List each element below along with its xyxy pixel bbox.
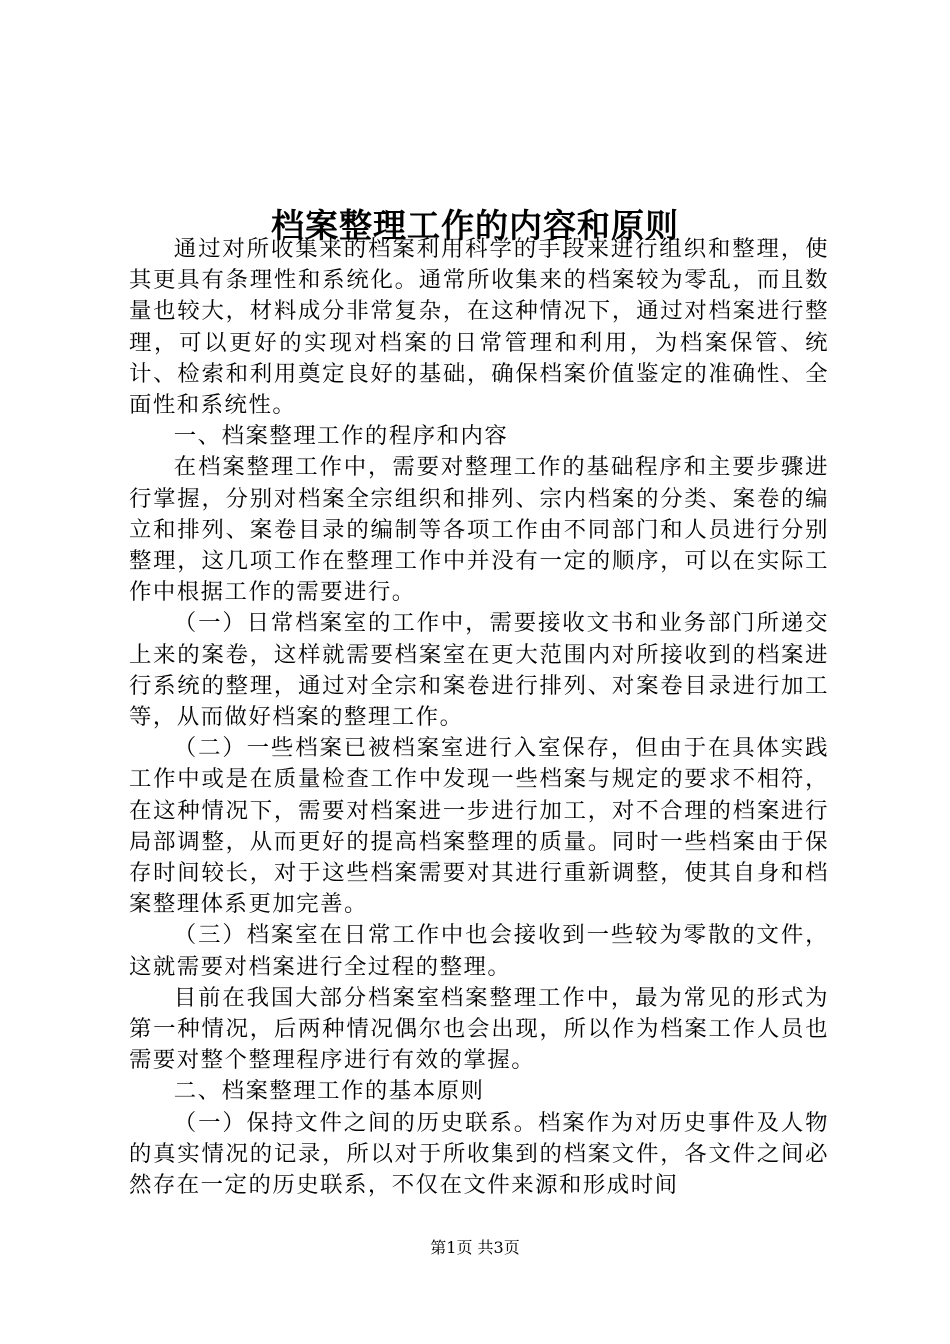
document-body (129, 234, 829, 1201)
page-number: 第1页 共3页 (430, 1238, 520, 1257)
paragraph-item-1: （一）日常档案室的工作中，需要接收文书和业务部门所递交上来的案卷，这样就需要档案室在更大范围内对所接收到的档案进行系统的整理，通过对全宗和案卷进行排列、对案卷目录进行加工等，从而做好档案的整理工作。 (129, 610, 829, 731)
paragraph-procedure: 在档案整理工作中，需要对整理工作的基础程序和主要步骤进行掌握，分别对档案全宗组织和排列、宗内档案的分类、案卷的编立和排列、案卷目录的编制等各项工作由不同部门和人员进行分别整理，这几项工作在整理工作中并没有一定的顺序，可以在实际工作中根据工作的需要进行。 (129, 454, 829, 606)
section-heading-1: 一、档案整理工作的程序和内容 (173, 423, 509, 450)
paragraph-summary: 目前在我国大部分档案室档案整理工作中，最为常见的形式为第一种情况，后两种情况偶尔也会出现，所以作为档案工作人员也需要对整个整理程序进行有效的掌握。 (129, 984, 829, 1074)
document-title: 档案整理工作的内容和原则 (271, 206, 679, 246)
paragraph-item-2: （二）一些档案已被档案室进行入室保存，但由于在具体实践工作中或是在质量检查工作中发现一些档案与规定的要求不相符，在这种情况下，需要对档案进一步进行加工，对不合理的档案进行局部调整，从而更好的提高档案整理的质量。同时一些档案由于保存时间较长，对于这些档案需要对其进行重新调整，使其自身和档案整理体系更加完善。 (129, 735, 829, 918)
paragraph-item-3: （三）档案室在日常工作中也会接收到一些较为零散的文件，这就需要对档案进行全过程的整理。 (129, 922, 829, 980)
section-heading-2: 二、档案整理工作的基本原则 (173, 1078, 485, 1105)
paragraph-principle-1: （一）保持文件之间的历史联系。档案作为对历史事件及人物的真实情况的记录，所以对于所收集到的档案文件，各文件之间必然存在一定的历史联系，不仅在文件来源和形成时间 (129, 1109, 829, 1199)
paragraph-intro: 通过对所收集来的档案利用科学的手段来进行组织和整理，使其更具有条理性和系统化。通常所收集来的档案较为零乱，而且数量也较大，材料成分非常复杂，在这种情况下，通过对档案进行整理，可以更好的实现对档案的日常管理和利用，为档案保管、统计、检索和利用奠定良好的基础，确保档案价值鉴定的准确性、全面性和系统性。 (129, 236, 829, 419)
